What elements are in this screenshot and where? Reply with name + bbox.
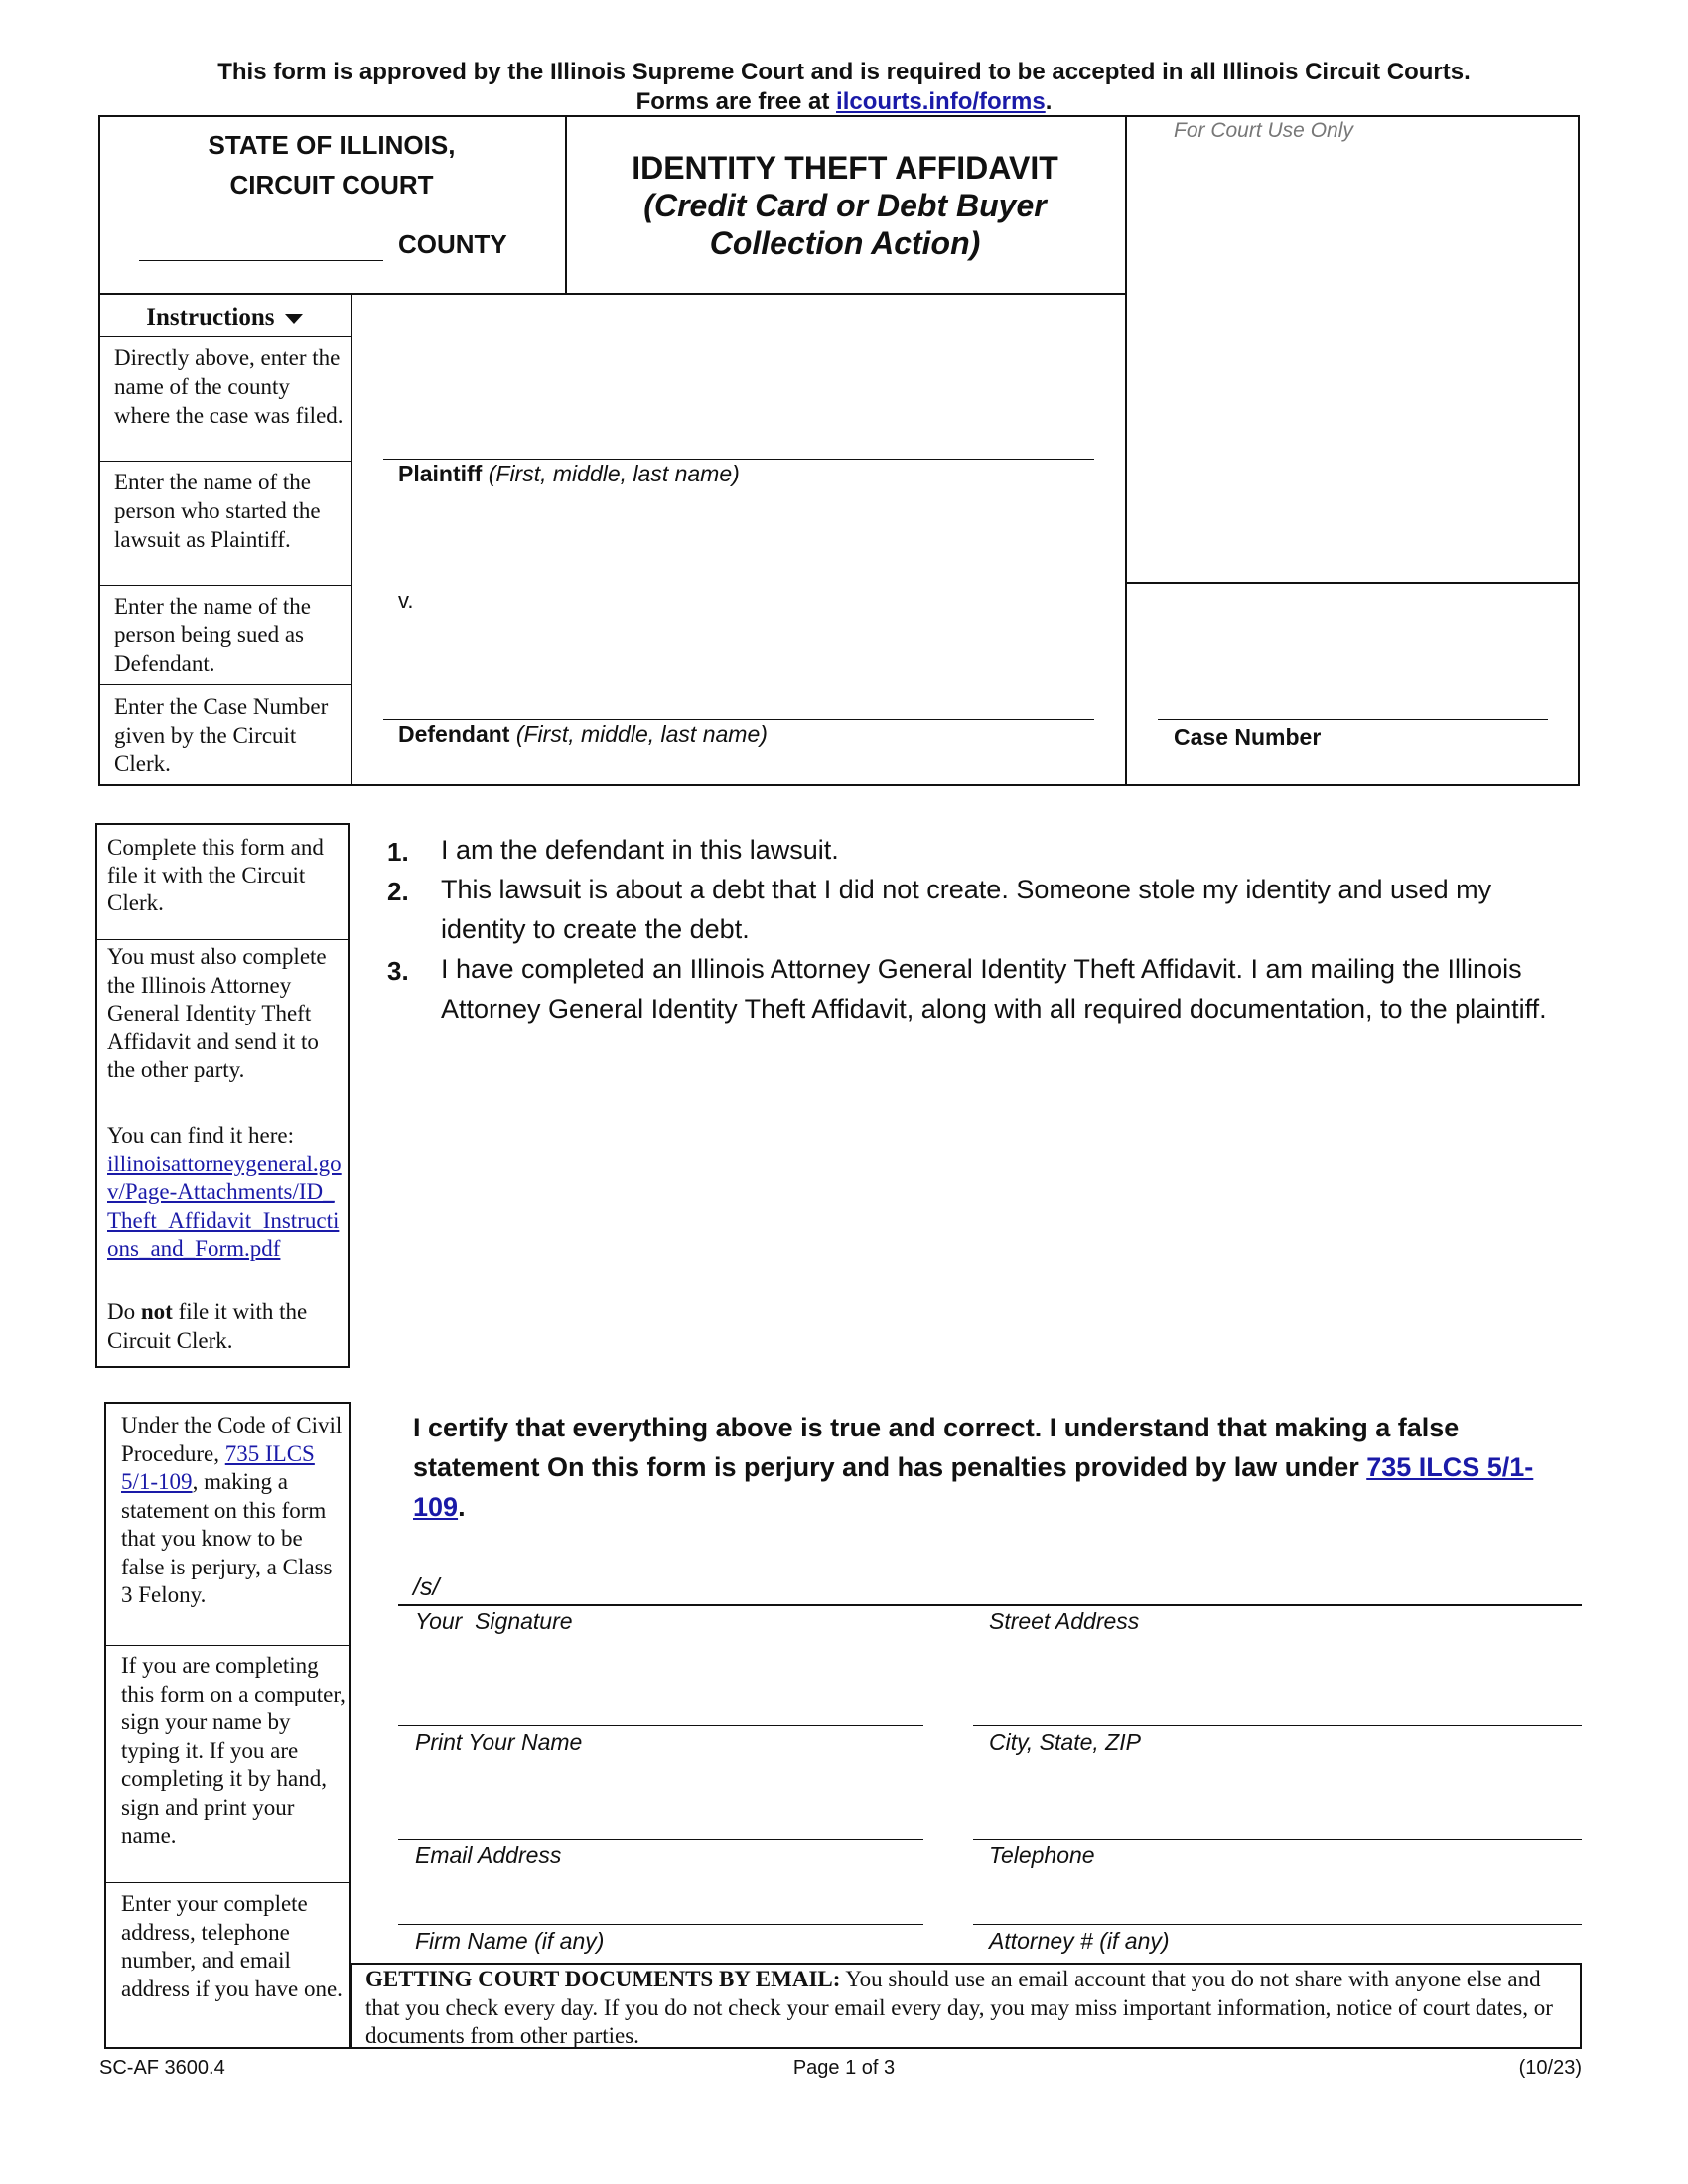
title-line-2: (Credit Card or Debt Buyer [643, 188, 1047, 223]
form-revision: (10/23) [1518, 2057, 1582, 2079]
note-do-not-file [107, 1298, 344, 1355]
instr-county: Directly above, enter the name of the county where the case was filed. [114, 345, 344, 428]
signature-line[interactable] [398, 1604, 1582, 1606]
street-address-label: Street Address [989, 1608, 1140, 1634]
defendant-caption [398, 721, 768, 748]
instructions-heading [98, 304, 351, 332]
divider-courtuse-case [1125, 582, 1580, 584]
email-notice [365, 1966, 1572, 2051]
note-code-prefix: Under the Code of Civil Procedure, [121, 1413, 343, 1466]
note-divider-1 [95, 939, 350, 940]
instr-divider-2 [98, 585, 352, 586]
instr-plaintiff: Enter the name of the person who started the lawsuit as Plaintiff. [114, 470, 321, 552]
perjury-statute-link[interactable]: 735 ILCS 5/1-109 [413, 1452, 1534, 1522]
statement-3-number: 3. [387, 956, 409, 986]
plaintiff-input-line[interactable] [383, 459, 1094, 460]
print-name-line[interactable] [398, 1725, 923, 1726]
email-notice-heading: GETTING COURT DOCUMENTS BY EMAIL: [365, 1967, 841, 1991]
forms-suffix: . [1045, 88, 1053, 115]
instr-divider-3 [98, 684, 352, 685]
court-use-label: For Court Use Only [1174, 119, 1353, 142]
attorney-number-label: Attorney # (if any) [989, 1928, 1170, 1954]
signature-value[interactable]: /s/ [413, 1573, 440, 1601]
note-address: Enter your complete address, telephone number, and email address if you have one. [121, 1891, 343, 2001]
attorney-number-line[interactable] [973, 1924, 1582, 1925]
note-not-word: not [140, 1299, 173, 1324]
sig-note-divider-2 [104, 1882, 351, 1883]
note-find-label: You can find it here: [107, 1123, 295, 1148]
case-number-label: Case Number [1174, 724, 1322, 750]
county-input-line[interactable] [139, 260, 383, 261]
county-label: COUNTY [398, 229, 507, 259]
email-line[interactable] [398, 1839, 923, 1840]
court-heading [98, 125, 565, 205]
perjury-statute-link-note[interactable]: 735 ILCS 5/1-109 [121, 1440, 315, 1494]
defendant-label: Defendant [398, 721, 510, 747]
forms-link[interactable]: ilcourts.info/forms [836, 88, 1046, 115]
note-do-not-rest: file it with the Circuit Clerk. [107, 1299, 308, 1353]
telephone-label: Telephone [989, 1843, 1095, 1868]
divider-header-bottom [98, 293, 1126, 295]
statement-1-text: I am the defendant in this lawsuit. [441, 835, 839, 865]
state-label: STATE OF ILLINOIS, [208, 130, 456, 160]
email-label: Email Address [415, 1843, 562, 1868]
approval-line: This form is approved by the Illinois Supreme Court and is required to be accepted in all Illinois Circuit Courts. [217, 59, 1471, 85]
note-do-word: Do [107, 1299, 141, 1324]
plaintiff-caption [398, 461, 740, 487]
divider-main-courtuse [1125, 115, 1127, 786]
firm-name-label: Firm Name (if any) [415, 1928, 605, 1954]
versus-label: v. [398, 588, 414, 613]
statement-2-text: This lawsuit is about a debt that I did not create. Someone stole my identity and used my identity to create the debt. [441, 875, 1492, 944]
instr-divider-0 [98, 336, 352, 337]
note-sign: If you are completing this form on a computer, sign your name by typing it. If you are completing it by hand, sign and print your name. [121, 1653, 346, 1847]
instructions-label: Instructions [146, 304, 275, 331]
forms-prefix: Forms are free at [635, 88, 837, 115]
form-code: SC-AF 3600.4 [99, 2057, 225, 2079]
sig-note-divider-1 [104, 1645, 351, 1646]
circuit-label: CIRCUIT COURT [229, 170, 434, 200]
note-complete-file: Complete this form and file it with the Circuit Clerk. [107, 835, 324, 915]
approval-notice [0, 58, 1688, 117]
email-notice-text: You should use an email account that you do not share with anyone else and that you check every day. If you do not check your email every day, you may miss important information, notice of court dates, or documents from other parties. [365, 1967, 1553, 2048]
instr-case-number: Enter the Case Number given by the Circuit Clerk. [114, 694, 329, 776]
defendant-hint: (First, middle, last name) [515, 721, 768, 747]
city-state-zip-line[interactable] [973, 1725, 1582, 1726]
case-number-input-line[interactable] [1158, 719, 1548, 720]
instr-divider-1 [98, 461, 352, 462]
certify-text: I certify that everything above is true and correct. I understand that making a false statement On this form is perjury and has penalties provided by law under [413, 1413, 1460, 1482]
firm-name-line[interactable] [398, 1924, 923, 1925]
note-find-it [107, 1122, 344, 1264]
your-signature-label: Your Signature [415, 1608, 573, 1634]
instr-defendant: Enter the name of the person being sued as Defendant. [114, 594, 311, 676]
statement-2-number: 2. [387, 877, 409, 906]
print-name-label: Print Your Name [415, 1729, 583, 1755]
plaintiff-hint: (First, middle, last name) [488, 461, 740, 486]
forms-line [0, 87, 1688, 117]
certification [413, 1408, 1555, 1527]
form-title [565, 149, 1125, 262]
caret-down-icon [285, 314, 303, 324]
note-code-rest: , making a statement on this form that you know to be false is perjury, a Class 3 Felony. [121, 1469, 333, 1607]
page-number: Page 1 of 3 [792, 2057, 896, 2079]
telephone-line[interactable] [973, 1839, 1582, 1840]
statement-1-number: 1. [387, 837, 409, 867]
statement-3-text: I have completed an Illinois Attorney General Identity Theft Affidavit. I am mailing the Illinois Attorney General Identity Theft Affidavit, along with all required documentation, to the plaintiff. [441, 954, 1547, 1024]
ag-affidavit-link[interactable]: illinoisattorneygeneral.gov/Page-Attachments/ID_Theft_Affidavit_Instructions_and_Form.pdf [107, 1151, 342, 1261]
plaintiff-label: Plaintiff [398, 461, 483, 486]
defendant-input-line[interactable] [383, 719, 1094, 720]
title-line-1: IDENTITY THEFT AFFIDAVIT [632, 150, 1058, 186]
title-line-3: Collection Action) [709, 225, 981, 261]
note-must-also: You must also complete the Illinois Attorney General Identity Theft Affidavit and send it to the other party. [107, 944, 327, 1082]
certify-end: . [458, 1492, 466, 1522]
divider-instructions [351, 293, 352, 786]
city-state-zip-label: City, State, ZIP [989, 1729, 1141, 1755]
note-perjury [121, 1412, 346, 1610]
